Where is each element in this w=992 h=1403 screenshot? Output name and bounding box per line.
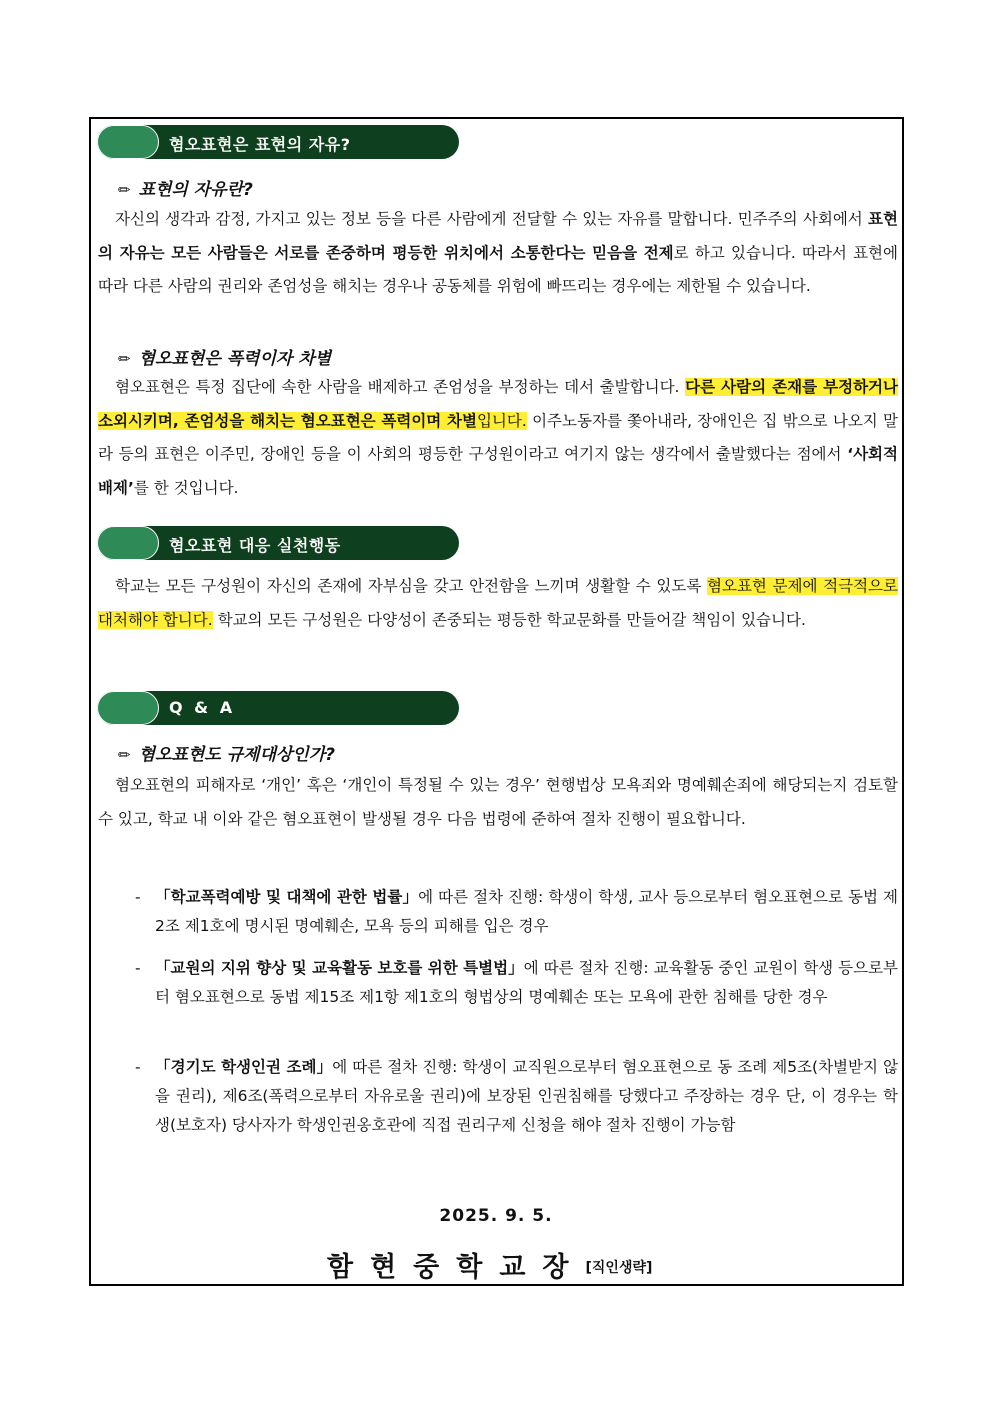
subheading-regulation <box>118 740 335 765</box>
header-dot <box>97 691 159 725</box>
section-header-free-expression <box>97 125 459 159</box>
section-title: 혐오표현은 표현의 자유? <box>169 135 351 154</box>
section-title: 혐오표현 대응 실천행동 <box>169 536 341 555</box>
paragraph-hate-is-violence: 혐오표현은 특정 집단에 속한 사람을 배제하고 존엄성을 부정하는 데서 출발합니다. 다른 사람의 존재를 부정하거나 소외시키며, 존엄성을 해치는 혐오표현은 폭력이며 차별입니다. 이주노동자를 쫓아내라, 장애인은 집 밖으로 나오지 말라 등의 표현은 이주민, 장애인 등을 이 사회의 평등한 구성원이라고 여기지 않는 생각에서 출발했다는 점에서 ‘사회적 배제’를 한 것입니다. <box>98 378 899 497</box>
emphasis-text: ‘사회적 배제’ <box>98 445 898 497</box>
law-name: 「교원의 지위 향상 및 교육활동 보호를 위한 특별법」 <box>155 959 524 977</box>
signature-line <box>327 1245 652 1284</box>
highlighted-text: 혐오표현 문제에 적극적으로 대처해야 합니다. <box>98 577 898 629</box>
law-item-student-rights: - 「경기도 학생인권 조례」에 따른 절차 진행: 학생이 교직원으로부터 혐오표현으로 동 조례 제5조(차별받지 않을 권리), 제6조(폭력으로부터 자유로울 권리)에 보장된 인권침해를 당했다고 주장하는 경우 단, 이 경우는 학생(보호자) 당사자가 학생인권옹호관에 직접 권리구제 신청을 해야 절차 진행이 가능함 <box>135 1058 898 1134</box>
emphasis-text: 표현의 자유는 모든 사람들은 서로를 존중하며 평등한 위치에서 소통한다는 믿음을 전제 <box>98 210 898 262</box>
seal-note: [직인생략] <box>585 1260 653 1276</box>
law-name: 「학교폭력예방 및 대책에 관한 법률」 <box>155 888 419 906</box>
section-title: Q & A <box>169 698 236 717</box>
subheading-what-is-free-expression <box>118 175 253 200</box>
principal-name: 함현중학교장 <box>327 1252 586 1283</box>
document-date: 2025. 9. 5. <box>439 1206 553 1226</box>
pencil-icon: ✏ <box>118 350 131 368</box>
section-header-qa <box>97 691 459 725</box>
subheading-text: 혐오표현은 폭력이자 차별 <box>138 349 332 369</box>
header-dot <box>97 125 159 159</box>
subheading-text: 혐오표현도 규제대상인가? <box>138 745 335 765</box>
header-dot <box>97 526 159 560</box>
subheading-text: 표현의 자유란? <box>138 180 253 200</box>
pencil-icon: ✏ <box>118 746 131 764</box>
law-item-school-violence: - 「학교폭력예방 및 대책에 관한 법률」에 따른 절차 진행: 학생이 학생, 교사 등으로부터 혐오표현으로 동법 제2조 제1호에 명시된 명예훼손, 모욕 등의 피해를 입은 경우 <box>135 888 898 935</box>
section-header-action <box>97 526 459 560</box>
subheading-hate-is-violence <box>118 344 331 369</box>
law-name: 「경기도 학생인권 조례」 <box>155 1058 333 1076</box>
paragraph-regulation: 혐오표현의 피해자로 ‘개인’ 혹은 ‘개인이 특정될 수 있는 경우’ 현행법상 모욕죄와 명예훼손죄에 해당되는지 검토할 수 있고, 학교 내 이와 같은 혐오표현이 발생될 경우 다음 법령에 준하여 절차 진행이 필요합니다. <box>98 776 898 828</box>
law-item-teacher-protection: - 「교원의 지위 향상 및 교육활동 보호를 위한 특별법」에 따른 절차 진행: 교육활동 중인 교원이 학생 등으로부터 혐오표현으로 동법 제15조 제1항 제1호의 형법상의 명예훼손 또는 모욕에 관한 침해를 당한 경우 <box>135 959 898 1006</box>
highlighted-text: 다른 사람의 존재를 부정하거나 소외시키며, 존엄성을 해치는 혐오표현은 폭력이며 차별 <box>98 378 898 430</box>
paragraph-action: 학교는 모든 구성원이 자신의 존재에 자부심을 갖고 안전함을 느끼며 생활할 수 있도록 혐오표현 문제에 적극적으로 대처해야 합니다. 학교의 모든 구성원은 다양성이 존중되는 평등한 학교문화를 만들어갈 책임이 있습니다. <box>98 577 898 629</box>
paragraph-free-expression: 자신의 생각과 감정, 가지고 있는 정보 등을 다른 사람에게 전달할 수 있는 자유를 말합니다. 민주주의 사회에서 표현의 자유는 모든 사람들은 서로를 존중하며 평등한 위치에서 소통한다는 믿음을 전제로 하고 있습니다. 따라서 표현에 따라 다른 사람의 권리와 존엄성을 해치는 경우나 공동체를 위험에 빠뜨리는 경우에는 제한될 수 있습니다. <box>98 210 899 295</box>
pencil-icon: ✏ <box>118 181 131 199</box>
